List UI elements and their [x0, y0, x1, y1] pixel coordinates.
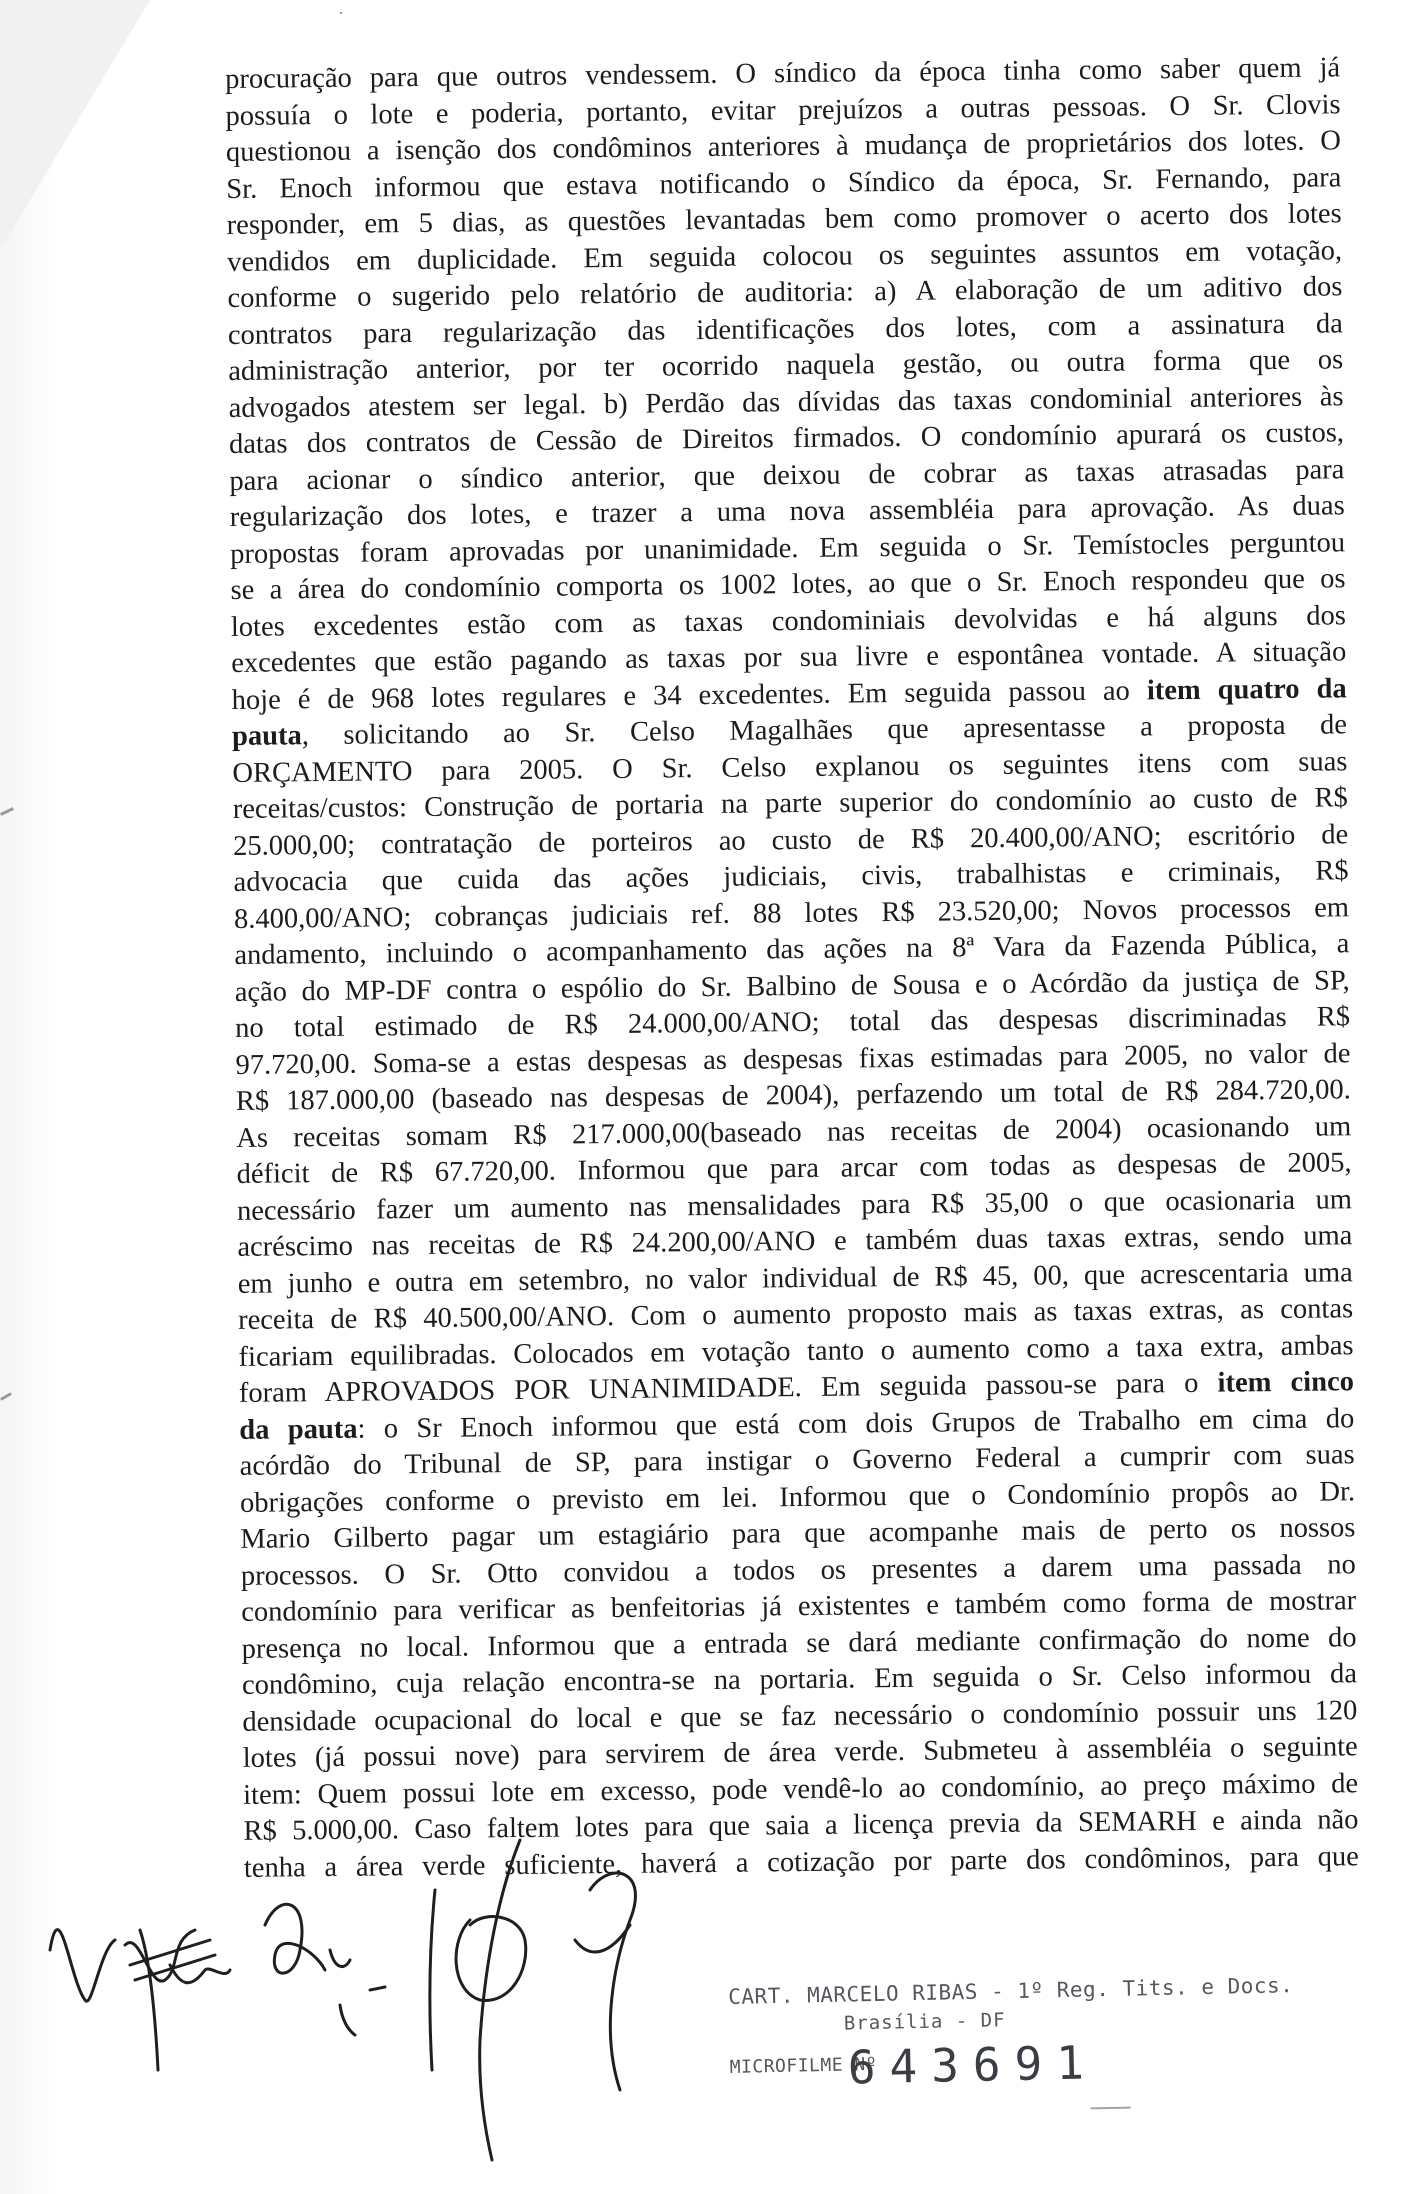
- text-line: administração anterior, por ter ocorrido naquela gestão, ou outra forma que os: [228, 344, 1344, 387]
- text-line: hoje é de 968 lotes regulares e 34 excedentes. Em seguida passou ao item quatro da: [231, 672, 1347, 716]
- text-line: condomínio para verificar as benfeitorias já existentes e também como forma de mostrar: [241, 1585, 1357, 1628]
- text-line: ORÇAMENTO para 2005. O Sr. Celso explanou os seguintes itens com suas: [232, 745, 1348, 789]
- text-line: regularização dos lotes, e trazer a uma nova assembléia para aprovação. As duas: [229, 490, 1345, 533]
- text-line: andamento, incluindo o acompanhamento das ações na 8ª Vara da Fazenda Pública, a: [234, 928, 1350, 971]
- bold-text: item quatro da: [1146, 672, 1347, 706]
- text-line: déficit de R$ 67.720,00. Informou que para arcar com todas as despesas de 2005,: [236, 1147, 1352, 1190]
- text-line: possuía o lote e poderia, portanto, evitar prejuízos a outras pessoas. O Sr. Clovis: [225, 88, 1341, 132]
- text-line: ficariam equilibradas. Colocados em votação tanto o aumento como a taxa extra, ambas: [238, 1329, 1354, 1373]
- text-line: obrigações conforme o previsto em lei. Informou que o Condomínio propôs ao Dr.: [239, 1475, 1356, 1519]
- text-line: da pauta: o Sr Enoch informou que está com dois Grupos de Trabalho em cima do: [239, 1402, 1355, 1446]
- page-corner-fold: [0, 0, 150, 250]
- text-line: 25.000,00; contratação de porteiros ao custo de R$ 20.400,00/ANO; escritório de: [233, 818, 1349, 862]
- text-line: Sr. Enoch informou que estava notificando o Síndico da época, Sr. Fernando, para: [226, 161, 1342, 205]
- document-body-text: [225, 50, 1359, 1887]
- text-line: datas dos contratos de Cessão de Direitos firmados. O condomínio apurará os custos,: [228, 417, 1345, 460]
- text-line: para acionar o síndico anterior, que deixou de cobrar as taxas atrasadas para: [229, 453, 1345, 497]
- text-line: R$ 5.000,00. Caso faltem lotes para que saia a licença previa da SEMARH e ainda não: [243, 1804, 1359, 1847]
- registry-stamp: [728, 1973, 1294, 2125]
- text-line: foram APROVADOS POR UNANIMIDADE. Em seguida passou-se para o item cinco: [238, 1366, 1355, 1409]
- text-line: pauta, solicitando ao Sr. Celso Magalhães que apresentasse a proposta de: [231, 709, 1348, 752]
- bold-text: da pauta: [239, 1413, 358, 1446]
- stamp-city: Brasília - DF: [843, 2009, 1006, 2035]
- bold-text: pauta: [231, 720, 302, 752]
- text-line: em junho e outra em setembro, no valor individual de R$ 45, 00, que acrescentaria uma: [237, 1256, 1353, 1300]
- text-line: R$ 187.000,00 (baseado nas despesas de 2004), perfazendo um total de R$ 284.720,00.: [235, 1074, 1351, 1117]
- text-line: necessário fazer um aumento nas mensalidades para R$ 35,00 o que ocasionaria um: [236, 1183, 1353, 1227]
- text-line: receitas/custos: Construção de portaria na parte superior do condomínio ao custo de R$: [232, 782, 1348, 825]
- text-line: processos. O Sr. Otto convidou a todos os presentes a darem uma passada no: [240, 1548, 1356, 1592]
- text-line: tenha a área verde suficiente, haverá a cotização por parte dos condôminos, para que: [243, 1840, 1360, 1884]
- text-line: As receitas somam R$ 217.000,00(baseado nas receitas de 2004) ocasionando um: [236, 1110, 1352, 1154]
- text-line: ação do MP-DF contra o espólio do Sr. Balbino de Sousa e o Acórdão da justiça de SP,: [234, 964, 1350, 1008]
- text-line: excedentes que estão pagando as taxas por sua livre e espontânea vontade. A situação: [231, 636, 1347, 679]
- text-line: advocacia que cuida das ações judiciais, civis, trabalhistas e criminais, R$: [233, 855, 1349, 898]
- text-line: Mario Gilberto pagar um estagiário para que acompanhe mais de perto os nossos: [240, 1512, 1356, 1555]
- stamp-microfilm-label: MICROFILME Nº: [729, 2053, 878, 2078]
- text-line: 97.720,00. Soma-se a estas despesas as despesas fixas estimadas para 2005, no valor de: [235, 1037, 1351, 1081]
- text-line: advogados atestem ser legal. b) Perdão das dívidas das taxas condominial anteriores às: [228, 380, 1344, 424]
- text-line: lotes excedentes estão com as taxas condominiais devolvidas e há alguns dos: [230, 599, 1347, 643]
- text-line: propostas foram aprovadas por unanimidade. Em seguida o Sr. Temístocles perguntou: [229, 526, 1346, 570]
- text-line: no total estimado de R$ 24.000,00/ANO; total das despesas discriminadas R$: [234, 1001, 1351, 1044]
- text-line: acórdão do Tribunal de SP, para instigar o Governo Federal a cumprir com suas: [239, 1439, 1355, 1482]
- bold-text: item cinco: [1217, 1366, 1355, 1399]
- scan-mark: [340, 12, 342, 14]
- handwritten-signatures: [30, 1830, 680, 2170]
- text-line: presença no local. Informou que a entrada se dará mediante confirmação do nome do: [241, 1621, 1357, 1665]
- text-line: procuração para que outros vendessem. O síndico da época tinha como saber quem já: [225, 52, 1341, 95]
- stamp-registry-name: CART. MARCELO RIBAS - 1º Reg. Tits. e Docs.: [728, 1973, 1294, 2009]
- text-line: se a área do condomínio comporta os 1002 lotes, ao que o Sr. Enoch respondeu que os: [230, 563, 1346, 606]
- text-line: conforme o sugerido pelo relatório de auditoria: a) A elaboração de um aditivo dos: [227, 271, 1343, 314]
- text-line: contratos para regularização das identificações dos lotes, com a assinatura da: [227, 307, 1343, 351]
- text-line: densidade ocupacional do local e que se faz necessário o condomínio possuir uns 120: [242, 1694, 1358, 1738]
- stamp-microfilm-number: 643691: [847, 2035, 1099, 2095]
- text-line: condômino, cuja relação encontra-se na portaria. Em seguida o Sr. Celso informou da: [241, 1658, 1358, 1701]
- text-line: lotes (já possui nove) para servirem de área verde. Submeteu à assembléia o seguinte: [242, 1731, 1358, 1774]
- text-line: responder, em 5 dias, as questões levantadas bem como promover o acerto dos lotes: [226, 198, 1342, 241]
- text-line: item: Quem possui lote em excesso, pode vendê-lo ao condomínio, ao preço máximo de: [242, 1767, 1359, 1811]
- text-line: vendidos em duplicidade. Em seguida colocou os seguintes assuntos em votação,: [226, 234, 1343, 278]
- text-line: receita de R$ 40.500,00/ANO. Com o aumento proposto mais as taxas extras, as contas: [238, 1293, 1354, 1336]
- text-line: 8.400,00/ANO; cobranças judiciais ref. 88 lotes R$ 23.520,00; Novos processos em: [233, 891, 1350, 935]
- text-line: questionou a isenção dos condôminos anteriores à mudança de proprietários dos lotes. O: [225, 125, 1342, 168]
- text-line: acréscimo nas receitas de R$ 24.200,00/ANO e também duas taxas extras, sendo uma: [237, 1220, 1353, 1263]
- stamp-underline: [1091, 2107, 1131, 2110]
